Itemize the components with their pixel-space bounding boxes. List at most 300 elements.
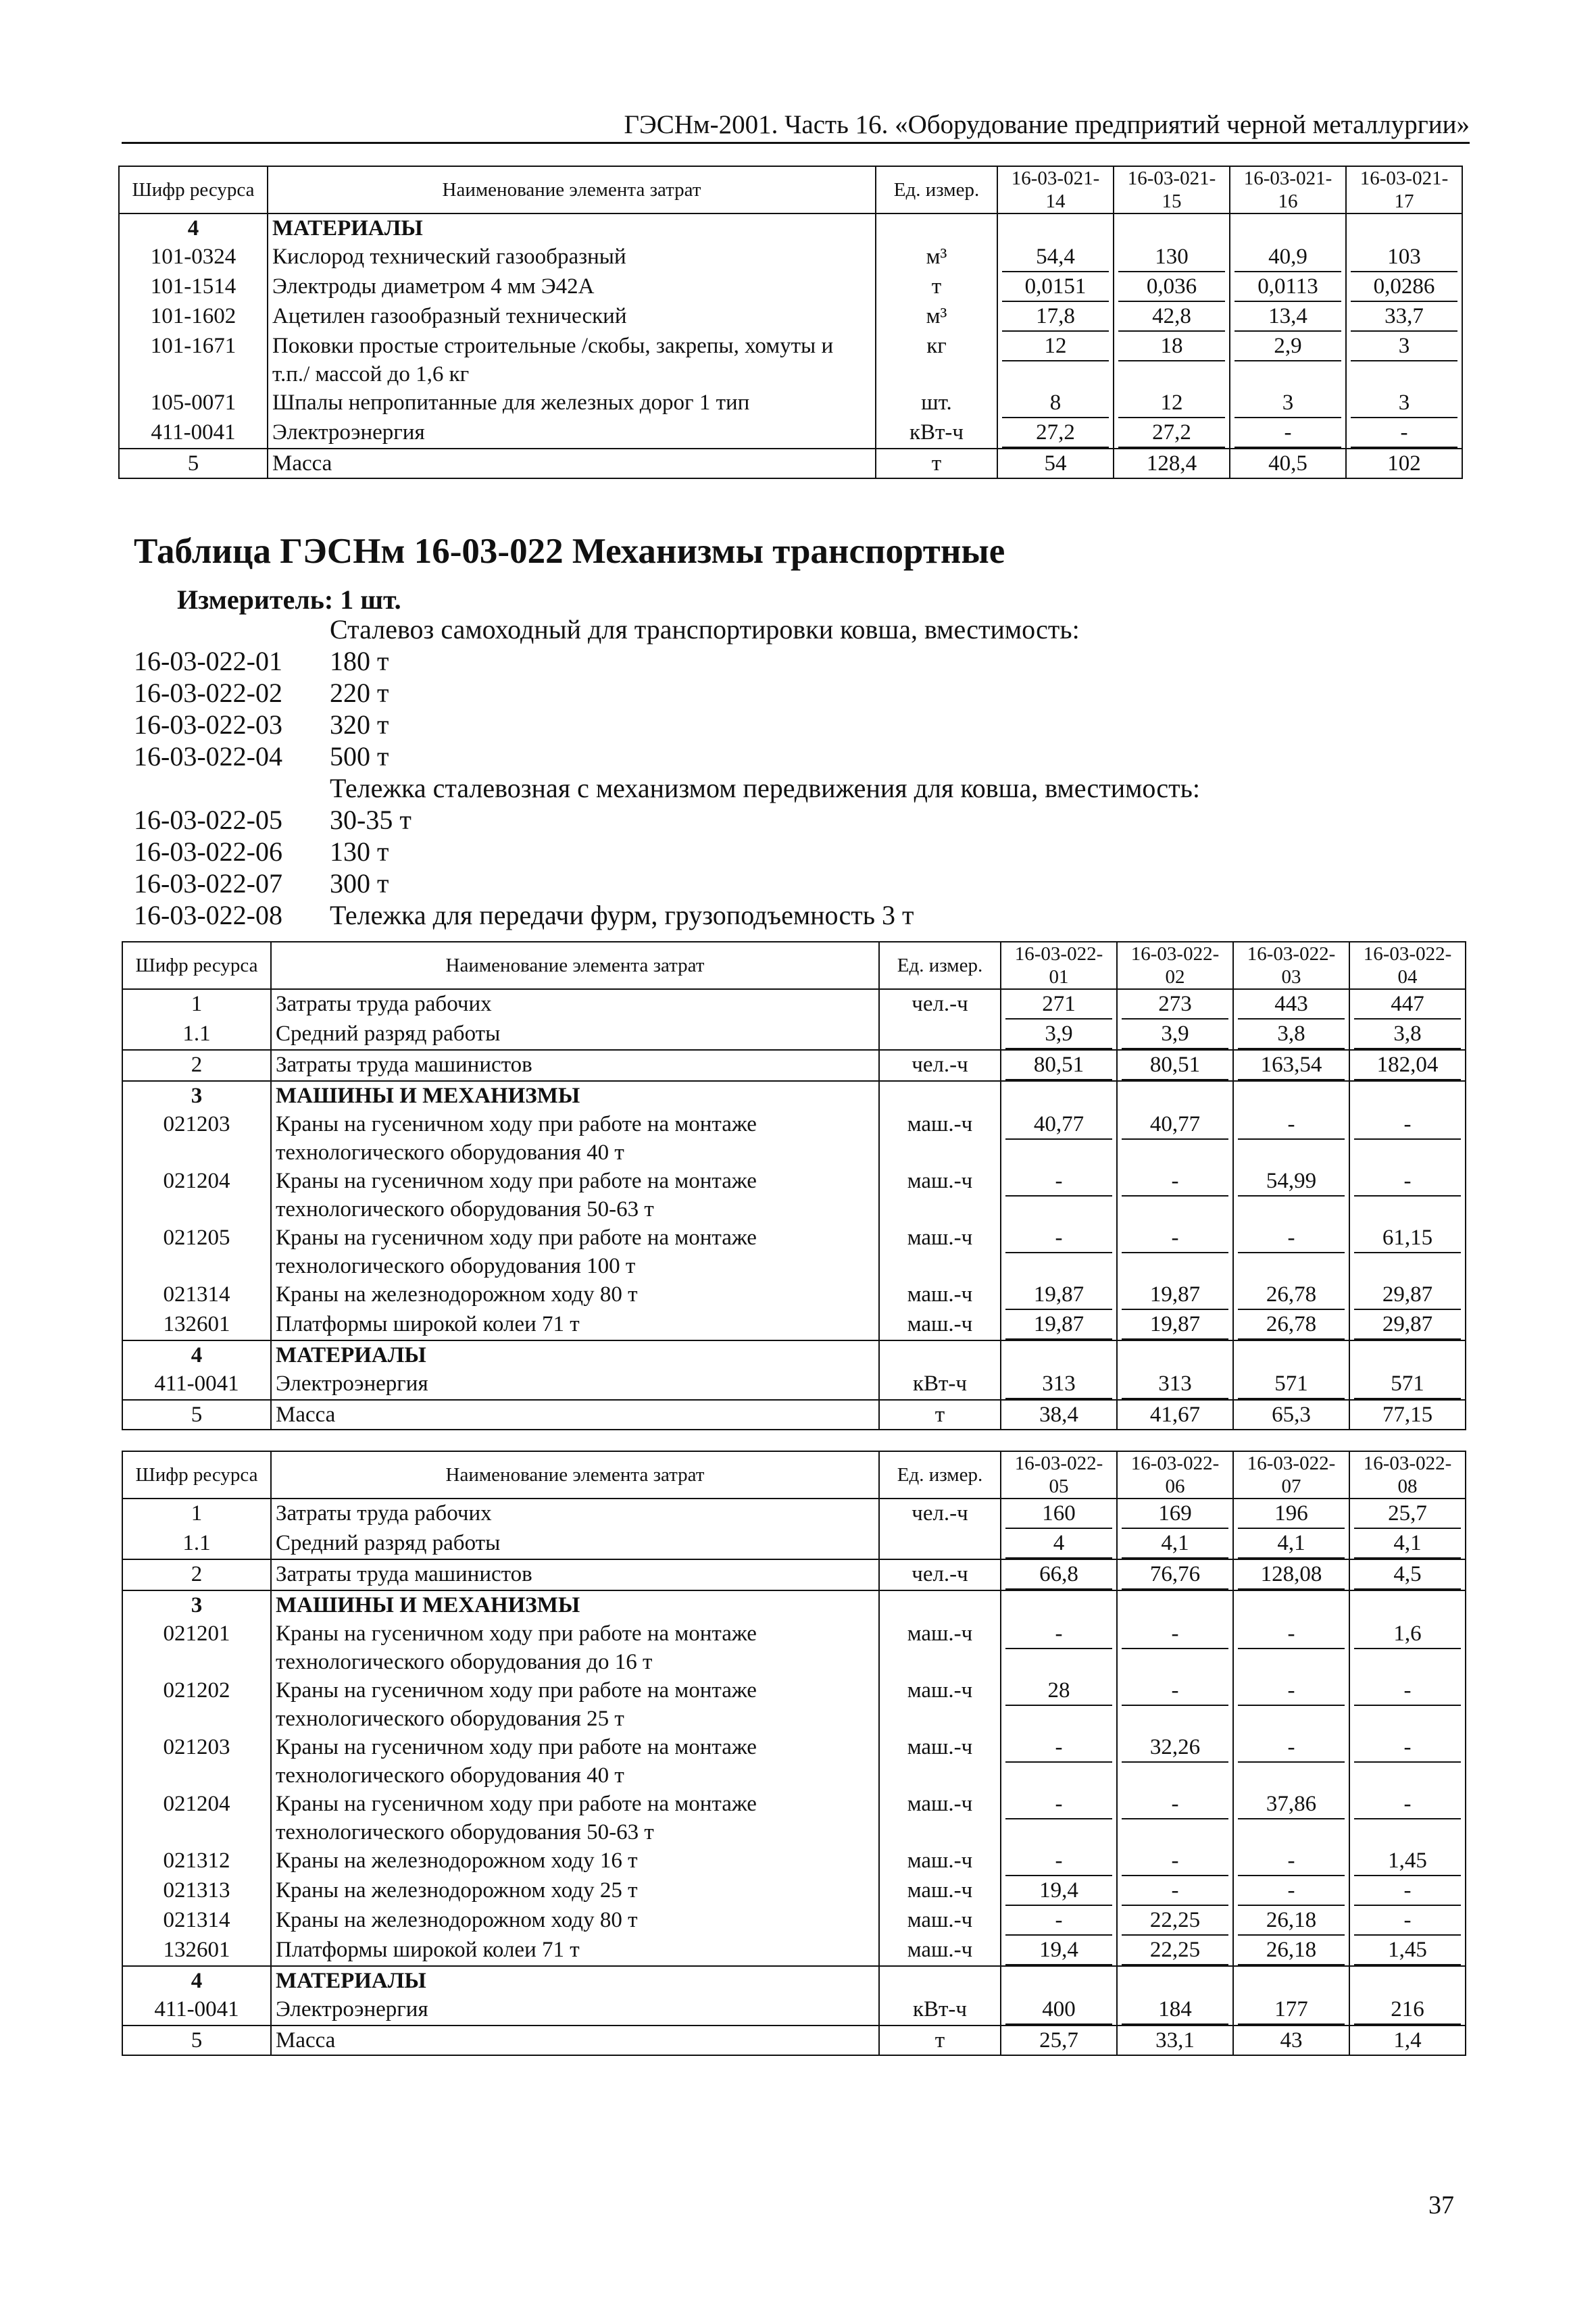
value-text: 12 xyxy=(1002,332,1109,361)
cost-element-name: Краны на железнодорожном ходу 80 т xyxy=(271,1906,879,1936)
value-text: 163,54 xyxy=(1238,1051,1345,1080)
position-code: 16-03-022-07 xyxy=(134,868,282,899)
position-list-item xyxy=(134,772,1200,804)
cost-element-name: Средний разряд работы xyxy=(271,1020,879,1050)
table-16-03-022-part1 xyxy=(122,941,1466,1430)
value-text: 182,04 xyxy=(1354,1051,1461,1080)
value-text: 0,0286 xyxy=(1351,272,1457,302)
value-cell xyxy=(1001,1966,1117,1995)
value-text: 19,87 xyxy=(1005,1310,1112,1340)
value-text: 130 xyxy=(1118,243,1225,272)
table-row xyxy=(122,1529,1466,1559)
column-header-unit: Ед. измер. xyxy=(879,1451,1001,1499)
value-cell xyxy=(1114,449,1230,478)
table-row xyxy=(122,1619,1466,1676)
value-cell xyxy=(1001,1081,1117,1110)
table-row xyxy=(122,989,1466,1020)
value-text: 447 xyxy=(1354,990,1461,1020)
header-row xyxy=(122,1451,1466,1499)
value-text: 66,8 xyxy=(1005,1560,1112,1590)
resource-code: 1 xyxy=(122,989,271,1020)
table-row xyxy=(122,1081,1466,1110)
value-text: 216 xyxy=(1354,1995,1461,2025)
position-text: Сталевоз самоходный для транспортировки ковша, вместимость: xyxy=(330,614,1080,645)
value-text: 32,26 xyxy=(1122,1733,1228,1763)
table-row xyxy=(119,302,1462,332)
unit-of-measure: т xyxy=(879,1400,1001,1430)
value-cell xyxy=(1114,213,1230,243)
unit-of-measure: т xyxy=(876,449,997,478)
value-text: - xyxy=(1122,1846,1228,1876)
unit-of-measure: маш.-ч xyxy=(879,1790,1001,1846)
position-list-item xyxy=(134,677,389,709)
value-text: 40,9 xyxy=(1235,243,1341,272)
value-text: 29,87 xyxy=(1354,1280,1461,1310)
value-text: 27,2 xyxy=(1002,418,1109,448)
value-cell xyxy=(1001,1936,1117,1966)
value-cell xyxy=(1117,1529,1233,1559)
column-header-position: 16-03-021-15 xyxy=(1114,166,1230,213)
value-cell xyxy=(1233,989,1349,1020)
resource-code: 411-0041 xyxy=(122,1995,271,2026)
table-row xyxy=(122,1966,1466,1995)
value-text: 1,45 xyxy=(1354,1846,1461,1876)
value-text: - xyxy=(1122,1167,1228,1197)
value-text: 54 xyxy=(1044,451,1067,476)
resource-code: 4 xyxy=(122,1966,271,1995)
value-text: 19,4 xyxy=(1005,1876,1112,1906)
position-text: 320 т xyxy=(330,709,389,740)
value-cell xyxy=(1349,1790,1466,1846)
value-cell xyxy=(1001,1224,1117,1280)
value-cell xyxy=(1117,1790,1233,1846)
unit-of-measure: маш.-ч xyxy=(879,1846,1001,1876)
value-cell xyxy=(1346,332,1462,388)
value-text: 38,4 xyxy=(1039,1403,1078,1427)
value-text: 76,76 xyxy=(1122,1560,1228,1590)
value-text: - xyxy=(1005,1790,1112,1819)
value-cell xyxy=(1233,1110,1349,1167)
value-cell xyxy=(1349,2026,1466,2055)
position-code: 16-03-022-05 xyxy=(134,805,282,835)
cost-element-name: МАТЕРИАЛЫ xyxy=(271,1966,879,1995)
value-text: - xyxy=(1354,1733,1461,1763)
unit-of-measure: чел.-ч xyxy=(879,989,1001,1020)
resource-code: 101-0324 xyxy=(119,243,268,272)
table-row xyxy=(122,1340,1466,1369)
column-header-position: 16-03-021-16 xyxy=(1230,166,1346,213)
value-cell xyxy=(1233,1050,1349,1081)
value-cell xyxy=(1233,1310,1349,1340)
value-cell xyxy=(1233,1529,1349,1559)
value-text: 28 xyxy=(1005,1676,1112,1706)
value-cell xyxy=(1117,2026,1233,2055)
cost-element-name: Краны на железнодорожном ходу 80 т xyxy=(271,1280,879,1310)
value-text: 103 xyxy=(1351,243,1457,272)
value-text: 8 xyxy=(1002,388,1109,418)
value-text: 3,9 xyxy=(1005,1020,1112,1049)
resource-code: 021312 xyxy=(122,1846,271,1876)
value-cell xyxy=(1230,418,1346,449)
resource-code: 3 xyxy=(122,1081,271,1110)
table-title: Таблица ГЭСНм 16-03-022 Механизмы транспортные xyxy=(134,532,1005,571)
value-cell xyxy=(1233,1906,1349,1936)
resource-code: 105-0071 xyxy=(119,388,268,418)
cost-element-name: Платформы широкой колеи 71 т xyxy=(271,1936,879,1966)
table-row xyxy=(122,1846,1466,1876)
table-row xyxy=(122,1110,1466,1167)
value-cell xyxy=(1346,418,1462,449)
resource-code: 021203 xyxy=(122,1110,271,1167)
value-cell xyxy=(1001,1280,1117,1310)
value-text: - xyxy=(1005,1733,1112,1763)
resource-code: 101-1602 xyxy=(119,302,268,332)
value-cell xyxy=(1001,989,1117,1020)
value-cell xyxy=(1001,2026,1117,2055)
unit-of-measure: чел.-ч xyxy=(879,1559,1001,1590)
value-cell xyxy=(1230,302,1346,332)
unit-of-measure xyxy=(879,1590,1001,1619)
value-text: 313 xyxy=(1005,1369,1112,1399)
value-text: 0,0151 xyxy=(1002,272,1109,302)
column-header-name: Наименование элемента затрат xyxy=(268,166,876,213)
position-list-item xyxy=(134,867,389,899)
value-text: 33,1 xyxy=(1155,2028,1195,2053)
value-cell xyxy=(1001,1590,1117,1619)
table-row xyxy=(122,1369,1466,1400)
value-text: 443 xyxy=(1238,990,1345,1020)
resource-code: 021313 xyxy=(122,1876,271,1906)
unit-of-measure: т xyxy=(876,272,997,302)
value-cell xyxy=(1117,1081,1233,1110)
value-text: 26,78 xyxy=(1238,1280,1345,1310)
resource-code: 2 xyxy=(122,1050,271,1081)
value-cell xyxy=(1233,1619,1349,1676)
value-cell xyxy=(1114,272,1230,302)
table-row xyxy=(122,1224,1466,1280)
value-cell xyxy=(1117,1906,1233,1936)
value-cell xyxy=(1230,272,1346,302)
value-cell xyxy=(1117,1676,1233,1733)
value-cell xyxy=(1230,243,1346,272)
value-text: 3,8 xyxy=(1354,1020,1461,1049)
value-cell xyxy=(1349,1400,1466,1430)
value-text: - xyxy=(1122,1619,1228,1649)
value-cell xyxy=(1349,1936,1466,1966)
table-row xyxy=(122,1310,1466,1340)
unit-of-measure xyxy=(879,1081,1001,1110)
value-text: 42,8 xyxy=(1118,302,1225,332)
cost-element-name: Затраты труда машинистов xyxy=(271,1050,879,1081)
value-cell xyxy=(1117,1369,1233,1400)
value-cell xyxy=(1001,1400,1117,1430)
cost-element-name: Краны на гусеничном ходу при работе на монтаже технологического оборудования до 16 т xyxy=(271,1619,879,1676)
resource-code: 411-0041 xyxy=(122,1369,271,1400)
header-rule xyxy=(122,142,1470,144)
value-cell xyxy=(1117,1559,1233,1590)
value-cell xyxy=(997,388,1114,418)
value-text: 19,4 xyxy=(1005,1936,1112,1965)
value-cell xyxy=(1114,243,1230,272)
value-text: 313 xyxy=(1122,1369,1228,1399)
resource-code: 3 xyxy=(122,1590,271,1619)
unit-of-measure: маш.-ч xyxy=(879,1676,1001,1733)
cost-element-name: Краны на железнодорожном ходу 16 т xyxy=(271,1846,879,1876)
resource-code: 1.1 xyxy=(122,1529,271,1559)
value-text: 40,5 xyxy=(1268,451,1307,476)
cost-element-name: Электроэнергия xyxy=(271,1369,879,1400)
value-text: 26,78 xyxy=(1238,1310,1345,1340)
column-header-position: 16-03-021-17 xyxy=(1346,166,1462,213)
value-cell xyxy=(1349,1846,1466,1876)
position-code: 16-03-022-03 xyxy=(134,709,282,740)
value-cell xyxy=(1001,1790,1117,1846)
value-text: 271 xyxy=(1005,990,1112,1020)
value-cell xyxy=(1001,1906,1117,1936)
value-text: 128,4 xyxy=(1146,451,1197,476)
table-row xyxy=(119,332,1462,388)
position-list-item xyxy=(134,804,412,836)
position-code: 16-03-022-06 xyxy=(134,836,282,867)
value-cell xyxy=(1349,1906,1466,1936)
position-text: Тележка для передачи фурм, грузоподъемность 3 т xyxy=(330,900,914,930)
value-cell xyxy=(1230,388,1346,418)
value-cell xyxy=(1233,1369,1349,1400)
value-cell xyxy=(1117,1050,1233,1081)
value-cell xyxy=(1349,1499,1466,1529)
column-header-name: Наименование элемента затрат xyxy=(271,942,879,989)
value-cell xyxy=(1233,1733,1349,1790)
table-row xyxy=(119,272,1462,302)
unit-of-measure: маш.-ч xyxy=(879,1280,1001,1310)
value-cell xyxy=(1349,1369,1466,1400)
value-text: 22,25 xyxy=(1122,1936,1228,1965)
value-cell xyxy=(1349,1340,1466,1369)
value-text: - xyxy=(1238,1224,1345,1253)
value-text: - xyxy=(1354,1906,1461,1936)
cost-element-name: Платформы широкой колеи 71 т xyxy=(271,1310,879,1340)
value-cell xyxy=(1349,1619,1466,1676)
value-text: 17,8 xyxy=(1002,302,1109,332)
value-text: 177 xyxy=(1238,1995,1345,2025)
unit-of-measure: шт. xyxy=(876,388,997,418)
table-16-03-022-part2 xyxy=(122,1451,1466,2056)
value-text: 184 xyxy=(1122,1995,1228,2025)
column-header-position: 16-03-021-14 xyxy=(997,166,1114,213)
value-text: 12 xyxy=(1118,388,1225,418)
value-cell xyxy=(1346,243,1462,272)
value-cell xyxy=(1001,1050,1117,1081)
value-cell xyxy=(1001,1529,1117,1559)
table-row xyxy=(122,1400,1466,1430)
value-cell xyxy=(1117,1310,1233,1340)
cost-element-name: Затраты труда машинистов xyxy=(271,1559,879,1590)
value-cell xyxy=(1117,1846,1233,1876)
resource-code: 101-1514 xyxy=(119,272,268,302)
value-cell xyxy=(1117,1995,1233,2026)
value-text: - xyxy=(1005,1846,1112,1876)
value-text: 25,7 xyxy=(1354,1499,1461,1529)
value-cell xyxy=(1001,1110,1117,1167)
column-header-position: 16-03-022-06 xyxy=(1117,1451,1233,1499)
cost-element-name: Электроды диаметром 4 мм Э42А xyxy=(268,272,876,302)
unit-of-measure: кВт-ч xyxy=(876,418,997,449)
column-header-position: 16-03-022-01 xyxy=(1001,942,1117,989)
value-cell xyxy=(1001,1369,1117,1400)
unit-of-measure: кВт-ч xyxy=(879,1995,1001,2026)
cost-element-name: Краны на гусеничном ходу при работе на монтаже технологического оборудования 25 т xyxy=(271,1676,879,1733)
value-cell xyxy=(1117,1167,1233,1224)
position-text: 220 т xyxy=(330,678,389,708)
value-text: 13,4 xyxy=(1235,302,1341,332)
unit-of-measure: кВт-ч xyxy=(879,1369,1001,1400)
position-text: 500 т xyxy=(330,741,389,772)
cost-element-name: МАТЕРИАЛЫ xyxy=(271,1340,879,1369)
cost-element-name: Масса xyxy=(271,1400,879,1430)
table-row xyxy=(122,1676,1466,1733)
value-cell xyxy=(1346,388,1462,418)
value-cell xyxy=(1114,418,1230,449)
value-text: 22,25 xyxy=(1122,1906,1228,1936)
value-cell xyxy=(1117,1110,1233,1167)
value-cell xyxy=(1233,2026,1349,2055)
value-cell xyxy=(1233,1280,1349,1310)
position-list-item xyxy=(134,836,389,867)
value-cell xyxy=(1233,1846,1349,1876)
value-cell xyxy=(1349,1676,1466,1733)
value-cell xyxy=(1117,1340,1233,1369)
cost-element-name: Затраты труда рабочих xyxy=(271,1499,879,1529)
value-cell xyxy=(1117,1590,1233,1619)
unit-of-measure: маш.-ч xyxy=(879,1619,1001,1676)
value-text: 1,6 xyxy=(1354,1619,1461,1649)
cost-element-name: МАШИНЫ И МЕХАНИЗМЫ xyxy=(271,1081,879,1110)
unit-of-measure xyxy=(879,1020,1001,1050)
cost-element-name: Затраты труда рабочих xyxy=(271,989,879,1020)
value-text: 77,15 xyxy=(1382,1403,1433,1427)
value-cell xyxy=(1001,1499,1117,1529)
column-header-position: 16-03-022-04 xyxy=(1349,942,1466,989)
table-row xyxy=(122,1733,1466,1790)
value-cell xyxy=(1233,1340,1349,1369)
value-cell xyxy=(1001,1167,1117,1224)
value-cell xyxy=(1349,1529,1466,1559)
value-text: 273 xyxy=(1122,990,1228,1020)
value-text: 1,4 xyxy=(1393,2028,1422,2053)
resource-code: 4 xyxy=(119,213,268,243)
resource-code: 1.1 xyxy=(122,1020,271,1050)
table-row xyxy=(122,1559,1466,1590)
position-list-item xyxy=(134,709,389,740)
value-cell xyxy=(1117,1733,1233,1790)
column-header-position: 16-03-022-02 xyxy=(1117,942,1233,989)
resource-code: 021205 xyxy=(122,1224,271,1280)
value-text: 4,1 xyxy=(1354,1529,1461,1559)
position-list-item xyxy=(134,645,389,677)
value-cell xyxy=(1117,1400,1233,1430)
cost-element-name: Краны на гусеничном ходу при работе на монтаже технологического оборудования 50-63 т xyxy=(271,1167,879,1224)
cost-element-name: Краны на гусеничном ходу при работе на монтаже технологического оборудования 100 т xyxy=(271,1224,879,1280)
value-text: - xyxy=(1238,1733,1345,1763)
table-row xyxy=(119,388,1462,418)
table-row xyxy=(122,1280,1466,1310)
value-cell xyxy=(997,243,1114,272)
value-text: 0,0113 xyxy=(1235,272,1341,302)
position-text: 30-35 т xyxy=(330,805,412,835)
value-cell xyxy=(1117,1966,1233,1995)
value-text: - xyxy=(1354,1167,1461,1197)
value-cell xyxy=(1233,1167,1349,1224)
table-row xyxy=(122,1050,1466,1081)
value-cell xyxy=(1233,1400,1349,1430)
value-cell xyxy=(1349,1310,1466,1340)
value-text: 37,86 xyxy=(1238,1790,1345,1819)
value-text: - xyxy=(1354,1790,1461,1819)
value-text: 54,4 xyxy=(1002,243,1109,272)
value-cell xyxy=(1349,1081,1466,1110)
value-cell xyxy=(997,449,1114,478)
value-cell xyxy=(1233,1224,1349,1280)
value-cell xyxy=(1114,388,1230,418)
value-text: - xyxy=(1005,1619,1112,1649)
value-text: 0,036 xyxy=(1118,272,1225,302)
cost-element-name: Краны на гусеничном ходу при работе на монтаже технологического оборудования 40 т xyxy=(271,1733,879,1790)
cost-element-name: Кислород технический газообразный xyxy=(268,243,876,272)
value-text: 65,3 xyxy=(1272,1403,1311,1427)
position-code: 16-03-022-04 xyxy=(134,741,282,772)
value-cell xyxy=(997,272,1114,302)
cost-element-name: МАШИНЫ И МЕХАНИЗМЫ xyxy=(271,1590,879,1619)
value-text: - xyxy=(1122,1790,1228,1819)
resource-code: 021204 xyxy=(122,1167,271,1224)
value-cell xyxy=(1117,1619,1233,1676)
value-cell xyxy=(1114,302,1230,332)
cost-element-name: Электроэнергия xyxy=(268,418,876,449)
value-cell xyxy=(1233,1499,1349,1529)
resource-code: 021202 xyxy=(122,1676,271,1733)
table-row xyxy=(122,1499,1466,1529)
table-row xyxy=(122,2026,1466,2055)
table-row xyxy=(119,213,1462,243)
value-cell xyxy=(1349,1050,1466,1081)
resource-code: 1 xyxy=(122,1499,271,1529)
value-text: - xyxy=(1235,418,1341,448)
value-cell xyxy=(1117,1499,1233,1529)
value-text: - xyxy=(1122,1876,1228,1906)
column-header-unit: Ед. измер. xyxy=(876,166,997,213)
position-text: Тележка сталевозная с механизмом передвижения для ковша, вместимость: xyxy=(330,773,1201,803)
value-cell xyxy=(1349,1280,1466,1310)
unit-of-measure: маш.-ч xyxy=(879,1733,1001,1790)
value-cell xyxy=(1349,1733,1466,1790)
position-code: 16-03-022-01 xyxy=(134,646,282,676)
value-text: 400 xyxy=(1005,1995,1112,2025)
column-header-code: Шифр ресурса xyxy=(122,942,271,989)
value-text: - xyxy=(1238,1110,1345,1140)
value-text: 40,77 xyxy=(1122,1110,1228,1140)
value-cell xyxy=(997,213,1114,243)
value-cell xyxy=(1230,213,1346,243)
value-cell xyxy=(1233,1936,1349,1966)
value-cell xyxy=(1349,1110,1466,1167)
cost-element-name: МАТЕРИАЛЫ xyxy=(268,213,876,243)
value-text: - xyxy=(1354,1676,1461,1706)
value-cell xyxy=(1117,989,1233,1020)
value-cell xyxy=(1346,449,1462,478)
value-text: 571 xyxy=(1354,1369,1461,1399)
value-cell xyxy=(1349,1966,1466,1995)
value-text: - xyxy=(1005,1906,1112,1936)
